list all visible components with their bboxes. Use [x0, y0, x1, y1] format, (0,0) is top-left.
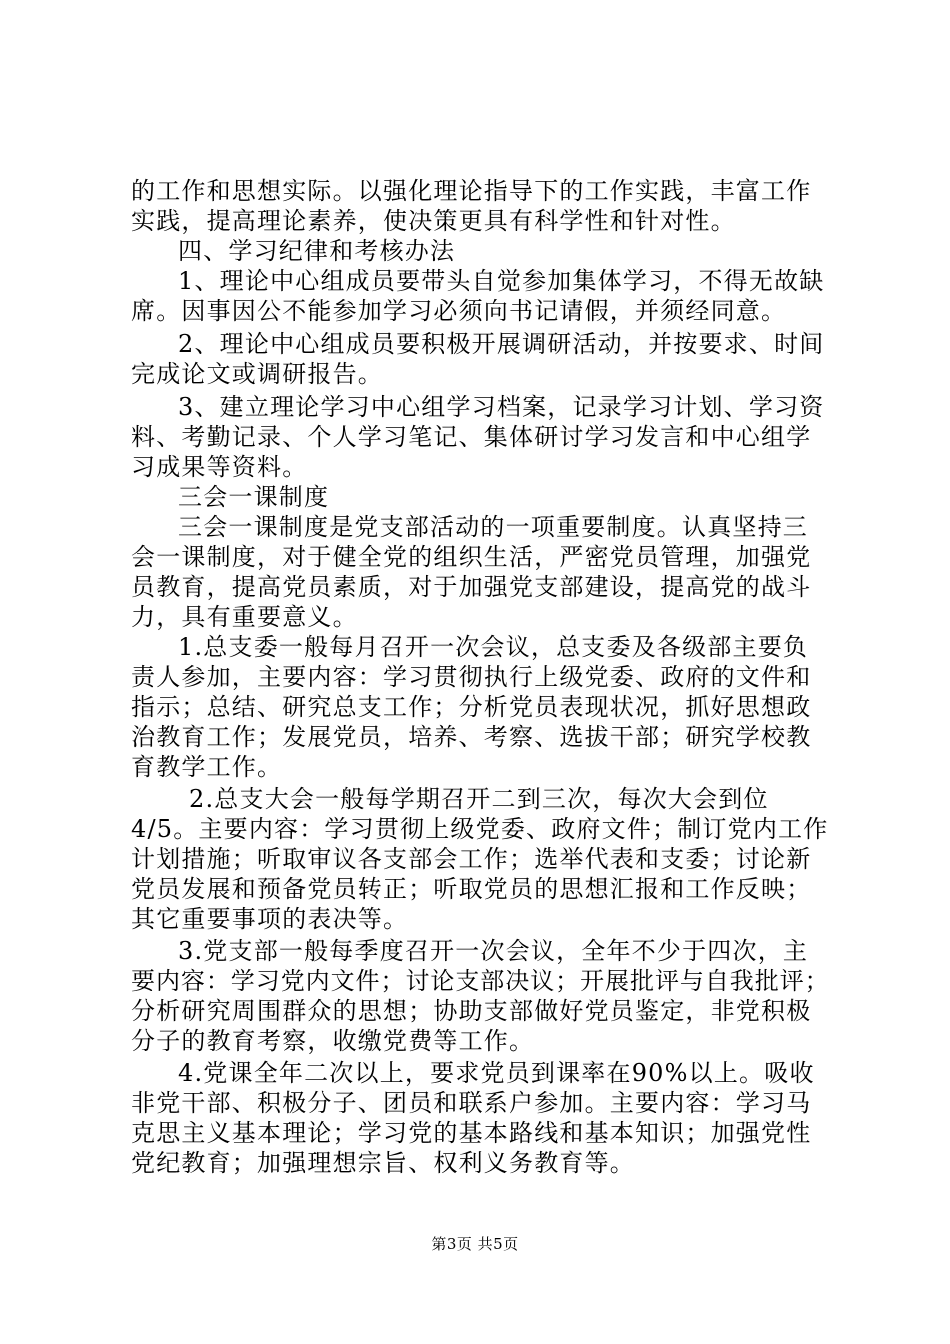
text-line: 实践，提高理论素养，使决策更具有科学性和针对性。: [131, 207, 736, 235]
text-line: 指示；总结、研究总支工作；分析党员表现状况，抓好思想政: [131, 693, 812, 721]
text-line: 党纪教育；加强理想宗旨、权利义务教育等。: [131, 1149, 635, 1177]
text-line: 的工作和思想实际。以强化理论指导下的工作实践，丰富工作: [131, 177, 812, 205]
text-line: 分子的教育考察，收缴党费等工作。: [131, 1027, 535, 1055]
text-line: 克思主义基本理论；学习党的基本路线和基本知识；加强党性: [131, 1119, 812, 1147]
text-line: 4.党课全年二次以上，要求党员到课率在90%以上。吸收: [178, 1059, 815, 1087]
text-line: 责人参加，主要内容：学习贯彻执行上级党委、政府的文件和: [131, 663, 812, 691]
section-heading: 四、学习纪律和考核办法: [178, 237, 456, 265]
text-line: 非党干部、积极分子、团员和联系户参加。主要内容：学习马: [131, 1089, 812, 1117]
page-footer: 第3页 共5页: [431, 1235, 519, 1253]
text-line: 育教学工作。: [131, 753, 283, 781]
text-line: 党员发展和预备党员转正；听取党员的思想汇报和工作反映；: [131, 875, 812, 903]
text-line: 3.党支部一般每季度召开一次会议，全年不少于四次，主: [178, 937, 809, 965]
text-line: 习成果等资料。: [131, 453, 308, 481]
text-line: 员教育，提高党员素质，对于加强党支部建设，提高党的战斗: [131, 573, 812, 601]
text-line: 完成论文或调研报告。: [131, 360, 383, 388]
text-line: 2、理论中心组成员要积极开展调研活动，并按要求、时间: [178, 330, 825, 358]
text-line: 3、建立理论学习中心组学习档案，记录学习计划、学习资: [178, 393, 825, 421]
section-heading: 三会一课制度: [178, 483, 330, 511]
text-line: 1.总支委一般每月召开一次会议，总支委及各级部主要负: [178, 633, 809, 661]
text-line: 1、理论中心组成员要带头自觉参加集体学习，不得无故缺: [178, 267, 825, 295]
text-line: 其它重要事项的表决等。: [131, 905, 409, 933]
text-line: 席。因事因公不能参加学习必须向书记请假，并须经同意。: [131, 297, 787, 325]
text-line: 4/5。主要内容：学习贯彻上级党委、政府文件；制订党内工作: [131, 815, 829, 843]
text-line: 料、考勤记录、个人学习笔记、集体研讨学习发言和中心组学: [131, 423, 812, 451]
text-line: 2.总支大会一般每学期召开二到三次，每次大会到位: [189, 785, 769, 813]
text-line: 计划措施；听取审议各支部会工作；选举代表和支委；讨论新: [131, 845, 812, 873]
text-line: 治教育工作；发展党员，培养、考察、选拔干部；研究学校教: [131, 723, 812, 751]
text-line: 分析研究周围群众的思想；协助支部做好党员鉴定，非党积极: [131, 997, 812, 1025]
text-line: 力，具有重要意义。: [131, 603, 358, 631]
text-line: 三会一课制度是党支部活动的一项重要制度。认真坚持三: [178, 513, 808, 541]
text-line: 要内容：学习党内文件；讨论支部决议；开展批评与自我批评；: [131, 967, 830, 995]
text-line: 会一课制度，对于健全党的组织生活，严密党员管理，加强党: [131, 543, 812, 571]
